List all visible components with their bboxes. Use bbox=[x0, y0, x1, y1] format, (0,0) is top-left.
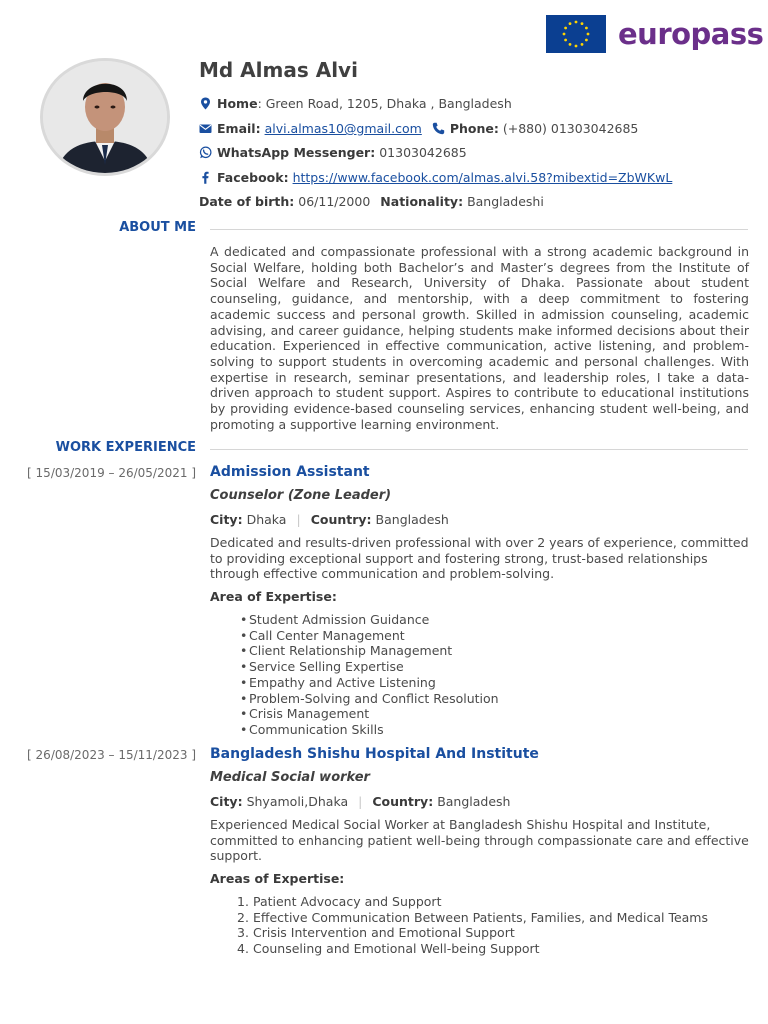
list-item: • Communication Skills bbox=[240, 721, 384, 737]
job-1-city: Dhaka bbox=[246, 512, 287, 527]
whatsapp-icon bbox=[199, 146, 212, 159]
work-section-title: WORK EXPERIENCE bbox=[55, 440, 196, 455]
job-2-expertise-list bbox=[237, 894, 708, 957]
email-label: Email: bbox=[217, 121, 261, 136]
phone-label: Phone: bbox=[449, 121, 499, 136]
job-1-description: Dedicated and results-driven professional with over 2 years of experience, committed to providing exceptional support and fostering strong, trust-based relationships through effective communication and problem-solving. bbox=[210, 535, 749, 582]
job-2-role: Medical Social worker bbox=[210, 770, 370, 785]
job-1-country: Bangladesh bbox=[375, 512, 449, 527]
facebook-label: Facebook: bbox=[217, 170, 289, 185]
email-link[interactable]: alvi.almas10@gmail.com bbox=[264, 121, 422, 136]
job-2-country: Bangladesh bbox=[437, 794, 511, 809]
list-item: • Student Admission Guidance bbox=[240, 612, 430, 627]
list-item: • Empathy and Active Listening bbox=[240, 674, 436, 690]
list-item: • Call Center Management bbox=[240, 627, 405, 643]
avatar bbox=[40, 58, 170, 176]
job-1-dates: [ 15/03/2019 – 26/05/2021 ] bbox=[27, 466, 196, 480]
list-item: • Crisis Management bbox=[240, 706, 370, 722]
envelope-icon bbox=[199, 122, 212, 135]
list-item: 4. Counseling and Emotional Well-being Support bbox=[237, 941, 540, 957]
whatsapp-label: WhatsApp Messenger: bbox=[217, 145, 376, 160]
person-name: Md Almas Alvi bbox=[199, 58, 358, 82]
job-1-city-label: City: bbox=[210, 512, 243, 527]
work-divider bbox=[210, 449, 748, 450]
europass-logo bbox=[546, 15, 763, 53]
dob-value: 06/11/2000 bbox=[298, 194, 371, 209]
home-address-row bbox=[199, 96, 512, 111]
job-1-country-label: Country: bbox=[310, 512, 372, 527]
dob-nationality-row bbox=[199, 194, 544, 209]
nationality-value: Bangladeshi bbox=[467, 194, 544, 209]
eu-flag-icon bbox=[546, 15, 606, 53]
facebook-link[interactable]: https://www.facebook.com/almas.alvi.58?mibextid=ZbWKwL bbox=[292, 170, 673, 185]
job-2-description: Experienced Medical Social Worker at Bangladesh Shishu Hospital and Institute, committed to enhancing patient well-being through compassionate care and effective support. bbox=[210, 817, 749, 864]
job-1-role: Counselor (Zone Leader) bbox=[210, 488, 392, 503]
job-1-location: City: Dhaka | Country: Bangladesh bbox=[210, 512, 449, 527]
about-divider bbox=[210, 229, 748, 230]
nationality-label: Nationality: bbox=[380, 194, 464, 209]
about-section-title: ABOUT ME bbox=[119, 220, 196, 235]
job-2-location: City: Shyamoli,Dhaka | Country: Bangladesh bbox=[210, 794, 511, 809]
job-2-city-label: City: bbox=[210, 794, 243, 809]
job-2-city: Shyamoli,Dhaka bbox=[246, 794, 349, 809]
job-2-title: Bangladesh Shishu Hospital And Institute bbox=[210, 746, 539, 762]
europass-wordmark: europass bbox=[618, 17, 764, 51]
about-text: A dedicated and compassionate professional with a strong academic background in Social Welfare, holding both Bachelor’s and Master’s degrees from the Institute of Social Welfare and Research, University of Dhaka. Passionate about student counseling, guidance, and mentorship, with a deep commitment to fostering academic success and personal growth. Skilled in admission counseling, academic advising, and career guidance, helping students make informed decisions about their education. Experienced in effective communication, active listening, and problem-solving to support students in overcoming academic and personal challenges. With expertise in research, seminar presentations, and leadership roles, I take a data-driven approach to student support. Aspires to contribute to educational institutions by providing evidence-based counseling services, enhancing student well-being, and promoting a supportive learning environment. bbox=[210, 244, 749, 432]
location-pin-icon bbox=[199, 97, 212, 110]
job-2-dates: [ 26/08/2023 – 15/11/2023 ] bbox=[27, 748, 196, 762]
list-item: • Service Selling Expertise bbox=[240, 659, 404, 675]
job-1-expertise-list bbox=[240, 612, 499, 738]
phone-value: (+880) 01303042685 bbox=[502, 121, 639, 136]
phone-icon bbox=[432, 122, 445, 135]
dob-label: Date of birth: bbox=[199, 194, 295, 209]
facebook-row bbox=[199, 170, 672, 185]
list-item: 2. Effective Communication Between Patients, Families, and Medical Teams bbox=[237, 909, 708, 925]
list-item: • Client Relationship Management bbox=[240, 643, 453, 659]
job-1-title: Admission Assistant bbox=[210, 464, 370, 480]
list-item: 3. Crisis Intervention and Emotional Support bbox=[237, 925, 515, 941]
job-1-area-label: Area of Expertise: bbox=[210, 589, 337, 604]
list-item: • Problem-Solving and Conflict Resolution bbox=[240, 690, 499, 706]
home-label: Home bbox=[217, 96, 258, 111]
whatsapp-row bbox=[199, 145, 467, 160]
email-phone-row bbox=[199, 121, 638, 136]
list-item: 1. Patient Advocacy and Support bbox=[237, 894, 442, 909]
whatsapp-value: 01303042685 bbox=[379, 145, 467, 160]
job-2-country-label: Country: bbox=[372, 794, 434, 809]
home-value: : Green Road, 1205, Dhaka , Bangladesh bbox=[257, 96, 512, 111]
facebook-icon bbox=[199, 171, 212, 184]
job-2-area-label: Areas of Expertise: bbox=[210, 871, 345, 886]
